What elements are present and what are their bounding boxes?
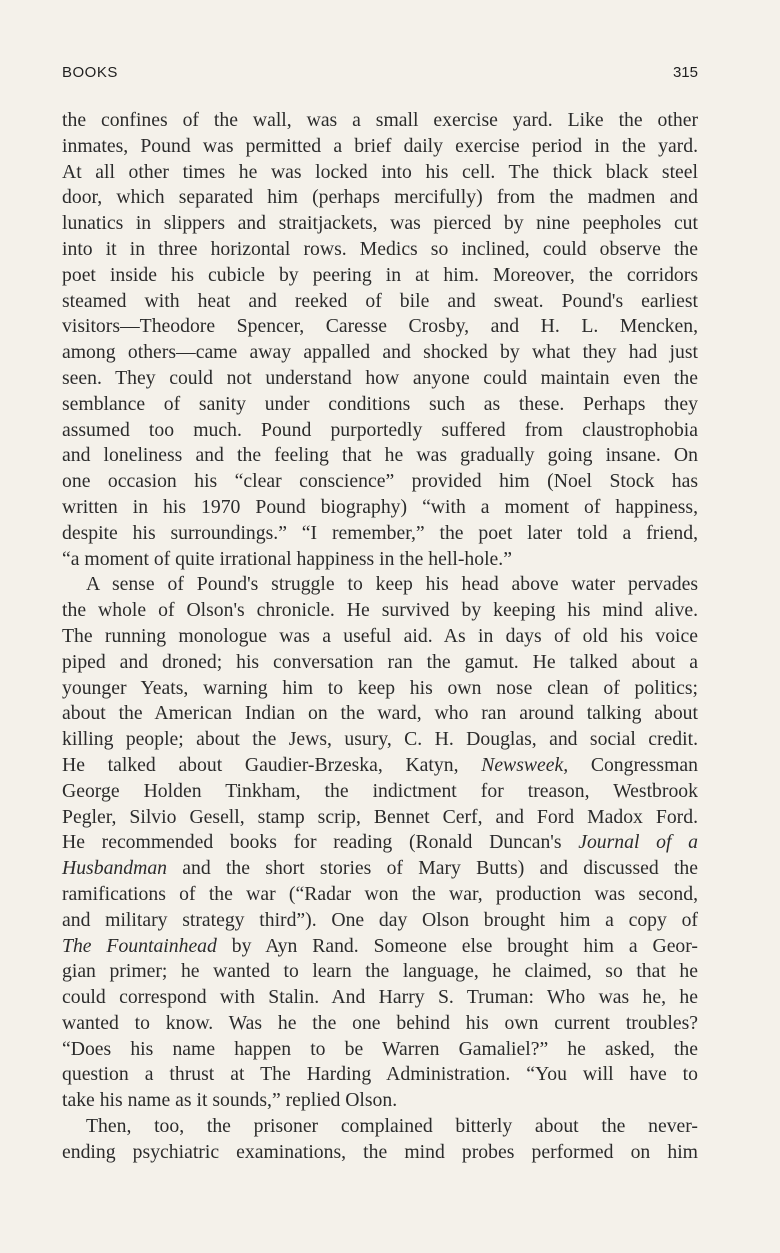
italic-title: Newsweek,: [481, 753, 569, 776]
text-line: wanted to know. Was he the one behind his own current troubles?: [62, 1011, 698, 1034]
text-line: among others—came away appalled and shocked by what they had just: [62, 341, 698, 364]
text-line: Then, too, the prisoner complained bitterly about the never-: [86, 1115, 698, 1138]
text-line: The running monologue was a useful aid. As in days of old his voice: [62, 624, 698, 647]
page-number: 315: [672, 64, 698, 81]
text-line: written in his 1970 Pound biography) “with a moment of happiness,: [62, 495, 698, 518]
italic-title: Husbandman: [62, 857, 168, 880]
italic-title: The Fountainhead: [62, 934, 217, 957]
text-line: [62, 856, 698, 882]
text-line: one occasion his “clear conscience” provided him (Noel Stock has: [62, 470, 698, 493]
text-line: the whole of Olson's chronicle. He survived by keeping his mind alive.: [62, 599, 698, 622]
text-line: ending psychiatric examinations, the mind probes performed on him: [62, 1140, 698, 1163]
text-line: take his name as it sounds,” replied Olson.: [62, 1089, 398, 1112]
text-run: He recommended books for reading (Ronald Duncan's: [62, 831, 579, 854]
text-line: the confines of the wall, was a small exercise yard. Like the other: [62, 109, 698, 131]
text-line: A sense of Pound's struggle to keep his head above water pervades: [86, 573, 698, 596]
text-line: Pegler, Silvio Gesell, stamp scrip, Bennet Cerf, and Ford Madox Ford.: [62, 805, 698, 828]
text-line: [62, 830, 698, 856]
text-line: into it in three horizontal rows. Medics so inclined, could observe the: [62, 237, 698, 260]
text-line: younger Yeats, warning him to keep his own nose clean of politics;: [62, 676, 698, 699]
text-line: George Holden Tinkham, the indictment for treason, Westbrook: [62, 779, 698, 802]
text-line: and military strategy third”). One day Olson brought him a copy of: [62, 908, 698, 931]
text-line: [62, 934, 698, 960]
text-line: [62, 753, 698, 779]
text-line: ramifications of the war (“Radar won the war, production was second,: [62, 882, 698, 905]
text-run: Congressman: [568, 753, 698, 776]
text-line: despite his surroundings.” “I remember,” the poet later told a friend,: [62, 521, 698, 544]
text-line: visitors—Theodore Spencer, Caresse Crosby, and H. L. Mencken,: [62, 315, 698, 338]
text-line: poet inside his cubicle by peering in at him. Moreover, the corridors: [62, 263, 698, 286]
text-run: by Ayn Rand. Someone else brought him a Geor-: [216, 934, 698, 957]
text-line: inmates, Pound was permitted a brief daily exercise period in the yard.: [62, 134, 698, 157]
italic-title: Journal of a: [578, 831, 699, 854]
text-line: and loneliness and the feeling that he was gradually going insane. On: [62, 444, 698, 467]
text-run: He talked about Gaudier-Brzeska, Katyn,: [62, 753, 482, 776]
text-line: lunatics in slippers and straitjackets, was pierced by nine peepholes cut: [62, 212, 698, 235]
text-line: piped and droned; his conversation ran the gamut. He talked about a: [62, 650, 698, 673]
text-line: At all other times he was locked into his cell. The thick black steel: [62, 160, 698, 183]
text-run: and the short stories of Mary Butts) and discussed the: [167, 857, 698, 880]
text-line: door, which separated him (perhaps mercifully) from the madmen and: [62, 186, 698, 209]
running-head: BOOKS: [62, 64, 118, 81]
text-line: seen. They could not understand how anyone could maintain even the: [62, 366, 698, 389]
text-line: semblance of sanity under conditions such as these. Perhaps they: [62, 392, 698, 415]
body-text: [62, 108, 698, 1166]
text-line: gian primer; he wanted to learn the language, he claimed, so that he: [62, 960, 698, 983]
text-line: killing people; about the Jews, usury, C. H. Douglas, and social credit.: [62, 728, 698, 751]
text-line: “Does his name happen to be Warren Gamaliel?” he asked, the: [62, 1037, 698, 1060]
page-header: [62, 64, 698, 88]
text-line: could correspond with Stalin. And Harry S. Truman: Who was he, he: [62, 986, 698, 1009]
text-line: “a moment of quite irrational happiness in the hell-hole.”: [62, 547, 512, 570]
text-line: about the American Indian on the ward, who ran around talking about: [62, 702, 698, 725]
text-line: assumed too much. Pound purportedly suffered from claustrophobia: [62, 418, 698, 441]
text-line: steamed with heat and reeked of bile and sweat. Pound's earliest: [62, 289, 698, 312]
text-line: question a thrust at The Harding Administration. “You will have to: [62, 1063, 698, 1086]
